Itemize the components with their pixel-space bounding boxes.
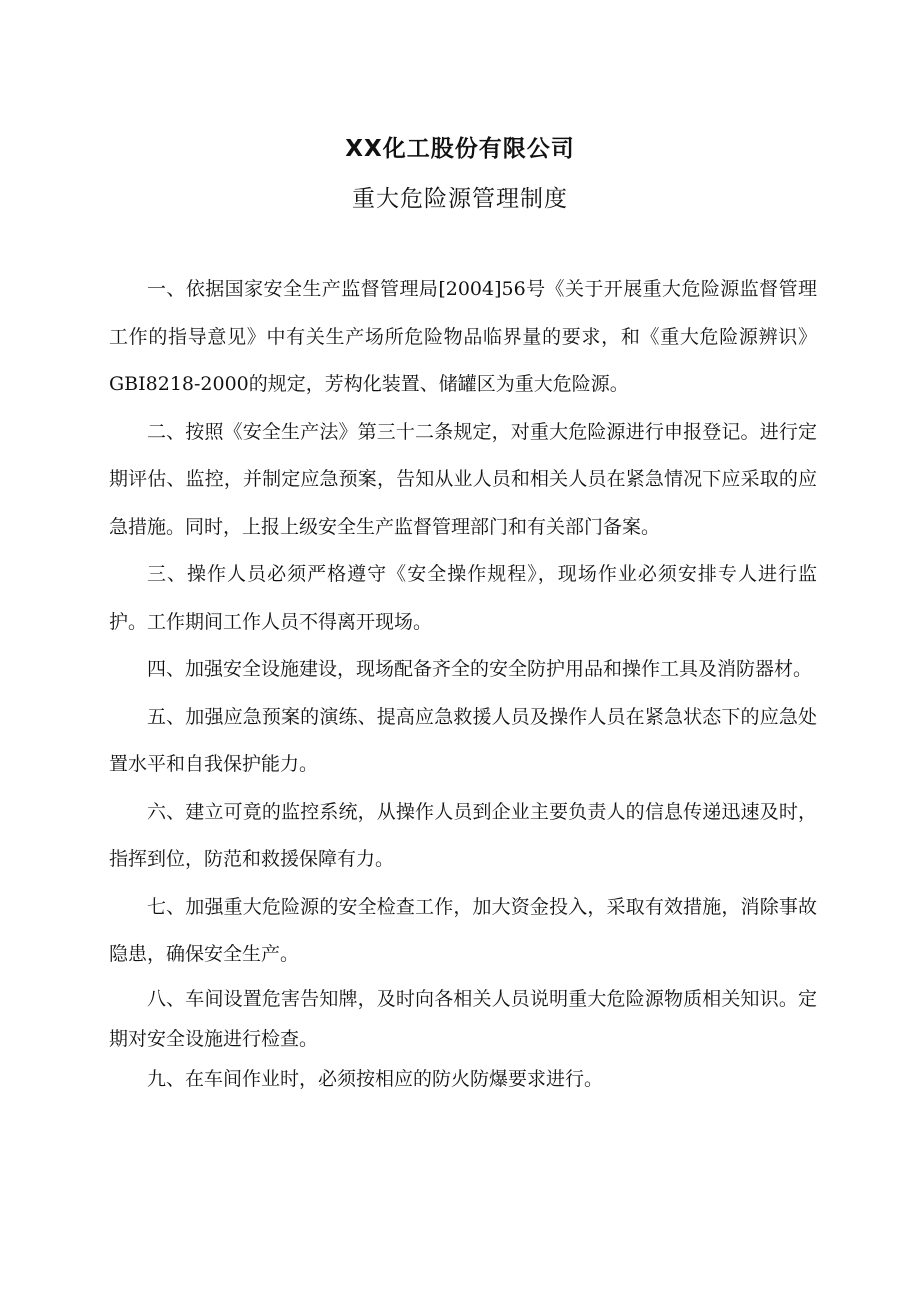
clause-1: 一、依据国家安全生产监督管理局[2004]56号《关于开展重大危险源监督管理工作的指导意见》中有关生产场所危险物品临界量的要求，和《重大危险源辨识》GBI8218-2000的规定，芳构化装置、储罐区为重大危险源。 xyxy=(109,278,817,395)
clause-4: 四、加强安全设施建设，现场配备齐全的安全防护用品和操作工具及消防器材。 xyxy=(147,658,813,680)
clause-7: 七、加强重大危险源的安全检查工作，加大资金投入，采取有效措施，消除事故隐患，确保安全生产。 xyxy=(109,895,817,965)
clause-8: 八、车间设置危害告知牌，及时向各相关人员说明重大危险源物质相关知识。定期对安全设施进行检查。 xyxy=(109,987,817,1050)
clause-2: 二、按照《安全生产法》第三十二条规定，对重大危险源进行申报登记。进行定期评估、监控，并制定应急预案，告知从业人员和相关人员在紧急情况下应采取的应急措施。同时，上报上级安全生产监督管理部门和有关部门备案。 xyxy=(109,420,817,538)
document-title: 重大危险源管理制度 xyxy=(352,186,568,212)
document-body xyxy=(109,266,817,1099)
clause-3: 三、操作人员必须严格遵守《安全操作规程》，现场作业必须安排专人进行监护。工作期间工作人员不得离开现场。 xyxy=(109,563,817,633)
clause-5: 五、加强应急预案的演练、提高应急救援人员及操作人员在紧急状态下的应急处置水平和自我保护能力。 xyxy=(109,705,817,775)
clause-6: 六、建立可竟的监控系统，从操作人员到企业主要负责人的信息传递迅速及时，指挥到位，防范和救援保障有力。 xyxy=(109,800,817,870)
company-title: XX化工股份有限公司 xyxy=(345,136,575,162)
clause-9: 九、在车间作业时，必须按相应的防火防爆要求进行。 xyxy=(147,1067,604,1090)
